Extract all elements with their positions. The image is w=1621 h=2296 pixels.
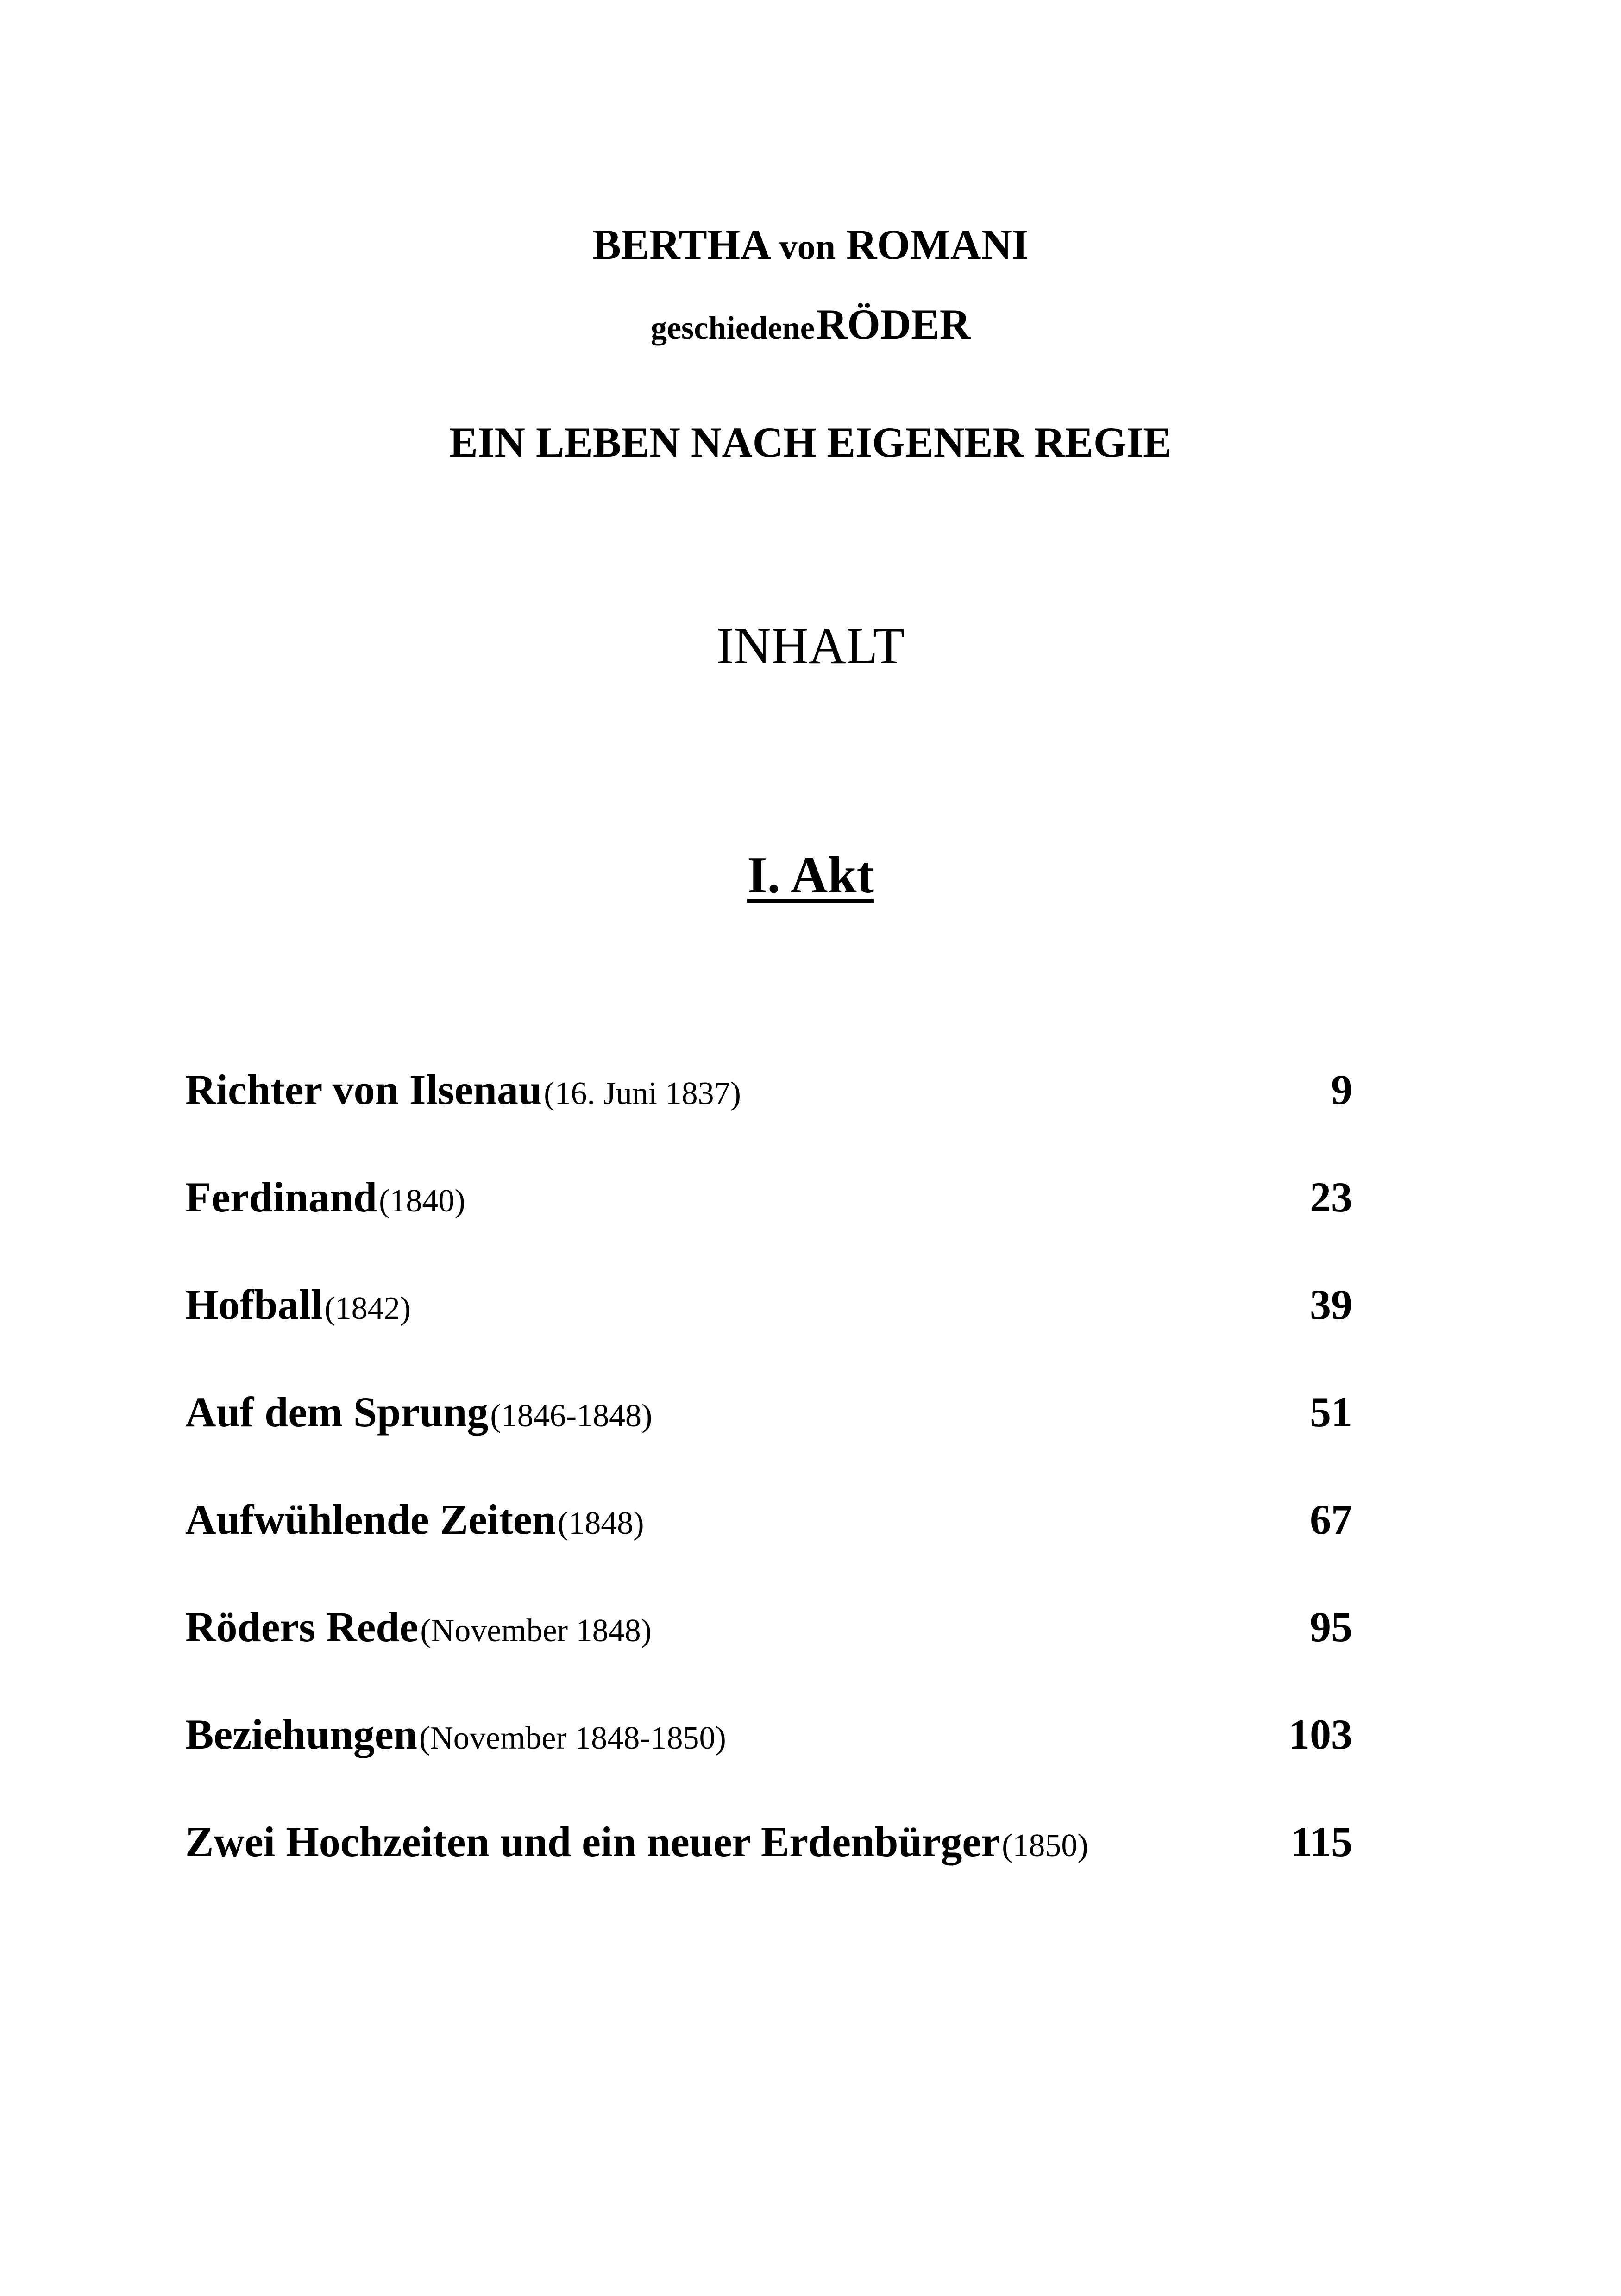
toc-entry-title [185,1065,741,1114]
toc-entry-name: Zwei Hochzeiten und ein neuer Erdenbürger [185,1818,1000,1865]
toc-entry-title [185,1817,1088,1866]
toc-entry [185,1602,1352,1710]
table-of-contents [185,1065,1352,1925]
toc-entry-page-number: 51 [1310,1388,1352,1436]
toc-entry [185,1280,1352,1387]
toc-entry-name: Beziehungen [185,1711,417,1758]
toc-entry-name: Ferdinand [185,1173,377,1221]
toc-entry [185,1065,1352,1173]
toc-entry-title [185,1387,652,1437]
toc-entry-date: (16. Juni 1837) [544,1076,741,1111]
toc-entry-page-number: 67 [1310,1496,1352,1543]
author-particle: von [779,226,836,267]
toc-entry-date: (1840) [379,1183,465,1219]
toc-entry [185,1495,1352,1602]
toc-entry [185,1710,1352,1817]
toc-entry [185,1817,1352,1925]
toc-entry-title [185,1495,644,1544]
toc-entry-page-number: 23 [1310,1173,1352,1221]
toc-entry-date: (1848) [557,1506,644,1541]
toc-entry-name: Aufwühlende Zeiten [185,1496,556,1543]
toc-entry-page-number: 9 [1331,1066,1352,1113]
toc-entry-date: (1842) [324,1291,411,1326]
married-prefix: geschiedene [650,310,815,346]
toc-entry-date: (1850) [1002,1828,1088,1863]
act-heading: I. Akt [747,847,874,904]
toc-entry-page-number: 103 [1288,1711,1352,1758]
toc-entry-name: Auf dem Sprung [185,1388,489,1436]
married-name-line [0,296,1621,364]
married-name: RÖDER [816,301,971,348]
toc-entry-title [185,1173,465,1222]
contents-heading: INHALT [716,617,905,675]
toc-entry [185,1173,1352,1280]
toc-entry-name: Röders Rede [185,1603,419,1650]
author-last-name: ROMANI [846,221,1029,268]
toc-entry-title [185,1602,652,1651]
toc-entry-date: (1846-1848) [490,1398,653,1434]
toc-entry-title [185,1710,726,1759]
author-first-name: BERTHA [592,221,769,268]
book-subtitle: EIN LEBEN NACH EIGENER REGIE [449,419,1172,466]
toc-entry-title [185,1280,411,1329]
toc-entry [185,1387,1352,1495]
toc-entry-name: Hofball [185,1281,323,1328]
toc-entry-page-number: 95 [1310,1603,1352,1650]
author-name [0,217,1621,275]
toc-entry-date: (November 1848-1850) [419,1720,726,1756]
toc-entry-page-number: 115 [1291,1818,1352,1865]
toc-entry-page-number: 39 [1310,1281,1352,1328]
toc-entry-date: (November 1848) [420,1613,652,1649]
toc-entry-name: Richter von Ilsenau [185,1066,542,1113]
